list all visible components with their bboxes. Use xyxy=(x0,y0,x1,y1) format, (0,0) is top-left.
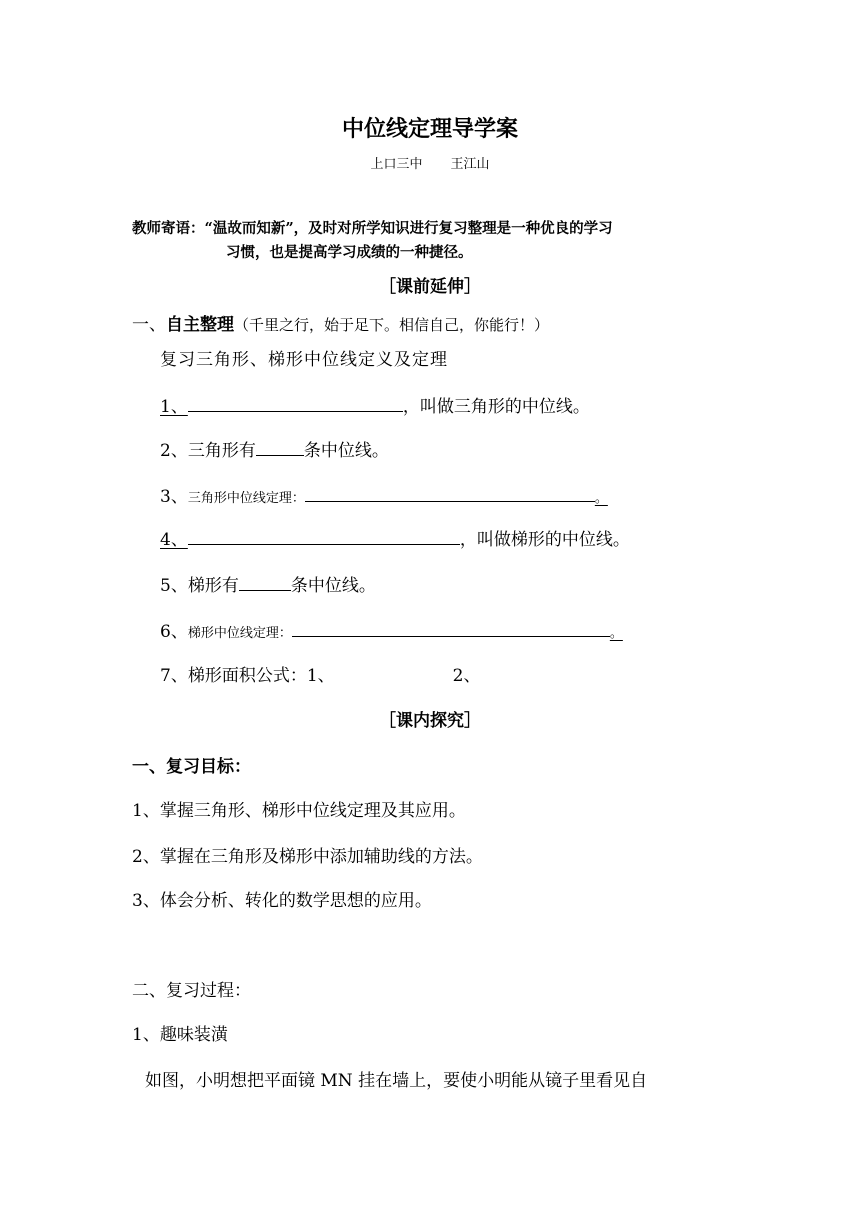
review-process-text: 如图，小明想把平面镜 MN 挂在墙上，要使小明能从镜子里看见自 xyxy=(145,1071,648,1091)
teacher-message-label: 教师寄语： xyxy=(132,220,205,237)
fill-blank[interactable] xyxy=(188,526,460,545)
item-number: 2、 xyxy=(160,441,188,461)
author-name: 王江山 xyxy=(450,157,490,172)
item-text: ，叫做三角形的中位线。 xyxy=(402,397,590,417)
item-text: ，叫做梯形的中位线。 xyxy=(459,530,630,550)
author-school: 上口三中 xyxy=(370,157,423,172)
author-line xyxy=(0,153,860,172)
self-study-heading xyxy=(132,310,549,335)
item-number: 6、 xyxy=(160,622,188,642)
item-number: 3、 xyxy=(160,487,188,507)
teacher-message-line2: 习惯，也是提高学习成绩的一种捷径。 xyxy=(226,244,473,261)
fill-blank[interactable] xyxy=(305,483,595,502)
list-item-6 xyxy=(160,617,623,642)
item-end: 。 xyxy=(594,491,608,506)
item-text: 三角形有 xyxy=(187,441,256,461)
review-process-heading: 二、复习过程： xyxy=(132,981,251,1001)
self-study-intro: 复习三角形、梯形中位线定义及定理 xyxy=(160,350,448,370)
item-end: 。 xyxy=(609,626,623,641)
list-item-7 xyxy=(160,661,480,686)
fill-blank[interactable] xyxy=(239,572,291,591)
list-item-2 xyxy=(160,436,389,461)
fill-blank[interactable] xyxy=(292,618,610,637)
self-study-number: 一、 xyxy=(132,315,166,335)
list-item-5 xyxy=(160,571,376,596)
item-text-2: 2、 xyxy=(452,666,481,686)
list-item-3 xyxy=(160,482,608,507)
item-text: 三角形中位线定理： xyxy=(187,491,305,506)
fill-blank[interactable] xyxy=(188,393,403,412)
item-text: 梯形中位线定理： xyxy=(187,626,292,641)
review-process-subheading: 1、趣味装潢 xyxy=(132,1025,228,1045)
fill-blank[interactable] xyxy=(256,437,304,456)
list-item-4 xyxy=(160,525,630,550)
teacher-message-line1: “温故而知新”，及时对所学知识进行复习整理是一种优良的学习 xyxy=(204,220,613,237)
page-title: 中位线定理导学案 xyxy=(341,116,518,142)
goal-item: 1、掌握三角形、梯形中位线定理及其应用。 xyxy=(132,801,466,821)
item-number: 4、 xyxy=(160,530,188,550)
review-goals-heading: 一、复习目标： xyxy=(132,757,251,777)
section-heading-pre-class: ［课前延伸］ xyxy=(379,277,481,297)
list-item-1 xyxy=(160,392,590,417)
item-number: 5、 xyxy=(160,576,188,596)
item-number: 1、 xyxy=(160,397,188,417)
self-study-title: 自主整理 xyxy=(166,315,234,335)
item-number: 7、 xyxy=(160,666,188,686)
section-heading-in-class: ［课内探究］ xyxy=(379,711,481,731)
teacher-message xyxy=(132,217,613,265)
self-study-note: （千里之行，始于足下。相信自己，你能行！） xyxy=(234,316,550,334)
item-text: 梯形有 xyxy=(187,576,239,596)
item-text: 条中位线。 xyxy=(303,441,389,461)
goal-item: 2、掌握在三角形及梯形中添加辅助线的方法。 xyxy=(132,847,483,867)
goal-item: 3、体会分析、转化的数学思想的应用。 xyxy=(132,891,432,911)
item-text: 梯形面积公式：1、 xyxy=(187,666,335,686)
item-text: 条中位线。 xyxy=(290,576,376,596)
